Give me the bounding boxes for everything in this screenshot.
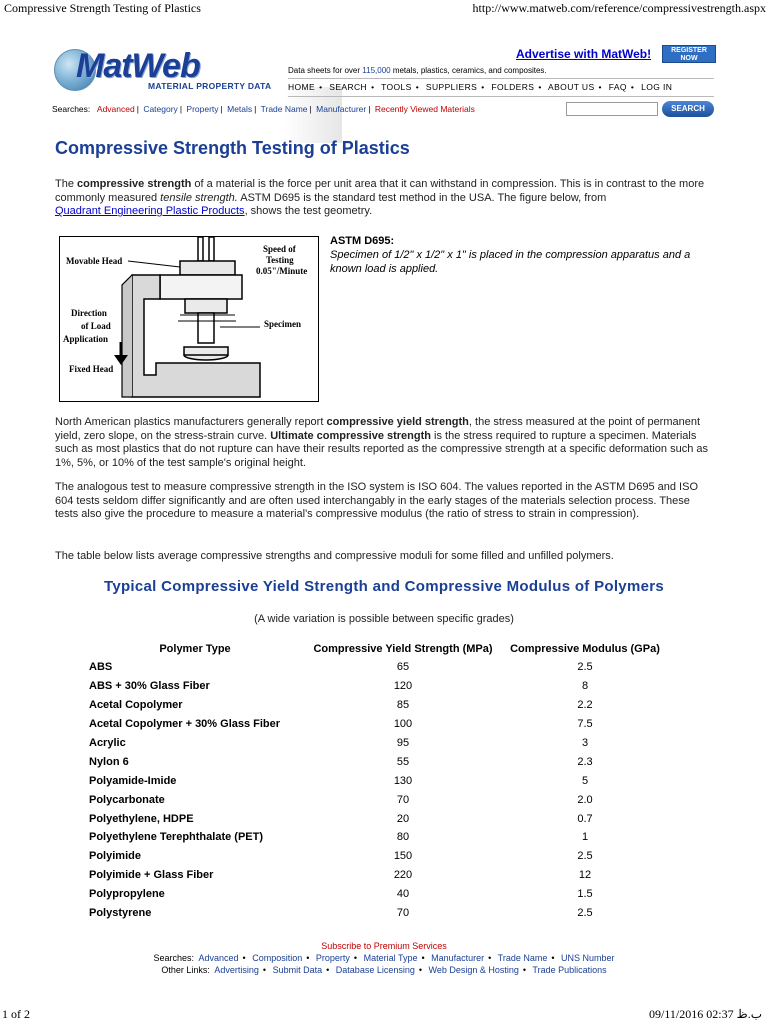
modulus-cell: 8 [581,680,589,693]
yield-strength-cell: 65 [396,661,410,674]
nav-home[interactable]: HOME [288,82,316,92]
p1-bold-term: compressive strength [77,178,192,190]
nav-divider-top [288,78,714,79]
p2-text-e: is the stress required to rupture a specimen. Materials such as most plastics that do not rupture can have their results reported as the compressive strength at a specific deformation such as 1%, 5%, or 10% of the test sample's original height. [55,429,708,469]
iso-paragraph: The analogous test to measure compressive strength in the ISO system is ISO 604. The values reported in the ASTM D695 and ISO 604 tests seldom differ significantly and are often used interchangably in the early stages of the materials selection process. These tests also give the procedure to measure a material's compressive modulus (the ratio of stress to strain in compression). [55,481,699,521]
table-row [89,885,665,904]
polymer-name-cell: ABS [89,661,113,674]
dot-separator: • [488,953,492,963]
table-row [89,847,665,866]
p1-text-f: , shows the test geometry. [244,205,373,218]
print-header-title: Compressive Strength Testing of Plastics [4,1,201,15]
label-movable-head: Movable Head [66,256,123,266]
table-note: (A wide variation is possible between specific grades) [254,613,514,625]
p2-bold-yield: compressive yield strength [326,416,469,428]
footer-advertising-link[interactable]: Advertising [214,965,259,975]
nav-tools[interactable]: TOOLS [381,82,412,92]
dot-separator: • [551,953,555,963]
nav-separator: • [630,82,635,92]
table-row [89,696,665,715]
dot-separator: • [353,953,358,963]
search-advanced-link[interactable]: Advanced [96,104,135,114]
table-row [89,866,665,885]
polymer-name-cell: Polyimide + Glass Fiber [89,869,214,882]
searches-label: Searches: [52,104,91,114]
yield-strength-cell: 120 [393,680,413,693]
header-polymer-type: Polymer Type [159,643,231,655]
label-testing: Testing [266,255,294,265]
table-row [89,734,665,753]
recently-viewed-link[interactable]: Recently Viewed Materials [374,104,475,114]
polymer-name-cell: Acrylic [89,737,126,749]
nav-separator: • [415,82,420,92]
label-fixed-head: Fixed Head [69,364,114,374]
footer-uns-number-link[interactable]: UNS Number [561,953,615,963]
table-body [89,658,665,922]
label-specimen: Specimen [264,319,301,329]
table-row [89,715,665,734]
print-footer-datetime: 09/11/2016 02:37 ب.ظ [649,1007,762,1021]
modulus-cell: 2.5 [577,661,593,674]
header-modulus: Compressive Modulus (GPa) [510,643,660,655]
pipe-separator: | [368,104,371,114]
nav-search[interactable]: SEARCH [329,82,368,92]
table-row [89,658,665,677]
modulus-cell: 12 [578,869,592,882]
register-now-button[interactable] [662,45,716,63]
search-trade-name-link[interactable]: Trade Name [260,104,308,114]
yield-strength-cell: 20 [396,812,410,825]
modulus-cell: 7.5 [577,718,593,731]
modulus-cell: 2.3 [577,755,593,768]
astm-heading: ASTM D695: [330,235,395,247]
test-geometry-figure [59,236,319,402]
label-application: Application [63,334,109,344]
footer-material-type-link[interactable]: Material Type [363,953,418,963]
polymer-name-cell: Polystyrene [89,907,152,920]
table-title: Typical Compressive Yield Strength and Compressive Modulus of Polymers [103,578,665,595]
p1-text-c: of a material is the force per unit area that it can withstand in compression. This is in contrast to the more commonly measured [55,178,705,204]
dot-separator: • [242,953,246,963]
yield-strength-cell: 220 [393,869,413,882]
p1-italic-term: tensile strength. [160,191,238,204]
subscribe-link[interactable]: Subscribe to Premium Services [321,941,447,951]
modulus-cell: 3 [581,737,589,749]
footer-searches [0,953,768,963]
dot-separator: • [421,953,425,963]
polymer-table [89,640,665,922]
label-direction: Direction [71,308,107,318]
modulus-cell: 2.0 [577,793,593,806]
advertise-link[interactable]: Advertise with MatWeb! [516,47,652,61]
label-of-load: of Load [81,321,111,331]
polymer-name-cell: Polypropylene [89,888,165,901]
table-row [89,752,665,771]
modulus-cell: 0.7 [577,812,593,825]
tagline-suffix: metals, plastics, ceramics, and composites. [390,66,547,75]
yield-strength-cell: 85 [396,699,410,712]
label-speed: Speed of [263,244,296,254]
table-row [89,677,665,696]
polymer-name-cell: Nylon 6 [89,755,129,768]
dot-separator: • [326,965,330,975]
polymer-name-cell: Polycarbonate [89,793,165,806]
pipe-separator: | [220,104,223,114]
pipe-separator: | [309,104,312,114]
dot-separator: • [262,965,267,975]
print-header-url: http://www.matweb.com/reference/compressivestrength.aspx [472,1,766,15]
modulus-cell: 2.5 [577,907,593,920]
pipe-separator: | [136,104,139,114]
yield-strength-cell: 80 [396,831,410,844]
yield-strength-cell: 95 [396,737,410,749]
footer-trade-publications-link[interactable]: Trade Publications [532,965,607,975]
footer-submit-data-link[interactable]: Submit Data [272,965,323,975]
nav-separator: • [371,82,375,92]
nav-faq[interactable]: FAQ [608,82,627,92]
quadrant-link[interactable]: Quadrant Engineering Plastic Products [55,205,245,218]
pipe-separator: | [254,104,257,114]
table-header-row [89,640,665,658]
searches-bar [52,104,475,114]
polymer-name-cell: Polyethylene Terephthalate (PET) [89,831,264,844]
polymer-name-cell: ABS + 30% Glass Fiber [89,680,210,693]
logo-text: MatWeb [76,47,200,85]
search-property-link[interactable]: Property [186,104,219,114]
nav-folders[interactable]: FOLDERS [491,82,535,92]
nav-separator: • [538,82,542,92]
modulus-cell: 1 [581,831,589,844]
table-row [89,809,665,828]
tagline-prefix: Data sheets for over [288,66,363,75]
matweb-logo[interactable] [52,45,284,97]
yield-strength-cell: 150 [393,850,413,863]
header-yield-strength: Compressive Yield Strength (MPa) [313,643,493,655]
nav-separator: • [319,82,323,92]
yield-strength-paragraph [55,416,715,470]
nav-separator: • [598,82,602,92]
label-rate: 0.05"/Minute [256,266,308,276]
polymer-name-cell: Acetal Copolymer + 30% Glass Fiber [89,718,281,731]
astm-description: Specimen of 1/2" x 1/2" x 1" is placed in the compression apparatus and a known load is applied. [330,249,691,275]
yield-strength-cell: 55 [396,755,410,768]
dot-separator: • [522,965,527,975]
polymer-name-cell: Acetal Copolymer [89,699,183,712]
footer-licensing-link[interactable]: Database Licensing [335,965,415,975]
footer-advanced-link[interactable]: Advanced [198,953,239,963]
p2-text-a: North American plastics manufacturers generally report [55,416,327,428]
footer-property-link[interactable]: Property [315,953,350,963]
yield-strength-cell: 70 [396,907,410,920]
nav-separator: • [481,82,485,92]
search-input[interactable] [566,102,658,116]
table-row [89,904,665,923]
footer-composition-link[interactable]: Composition [252,953,303,963]
footer-web-design-link[interactable]: Web Design & Hosting [428,965,519,975]
footer-other-label: Other Links: [161,965,210,975]
p1-text-e: ASTM D695 is the standard test method in the USA. The figure below, from [237,191,607,204]
register-label: REGISTER [671,47,707,54]
table-row [89,828,665,847]
print-footer-page: 1 of 2 [2,1007,30,1021]
nav-log-in[interactable]: LOG IN [641,82,673,92]
footer-searches-label: Searches: [153,953,194,963]
register-now-label: NOW [680,55,698,62]
modulus-cell: 2.5 [577,850,593,863]
p2-bold-ultimate: Ultimate compressive strength [270,429,431,442]
modulus-cell: 2.2 [577,699,593,712]
yield-strength-cell: 100 [393,718,413,731]
p1-text-a: The [55,178,78,190]
yield-strength-cell: 130 [393,774,413,787]
polymer-name-cell: Polyimide [89,850,141,863]
search-button[interactable]: SEARCH [662,101,714,117]
table-row [89,790,665,809]
polymer-name-cell: Polyamide-Imide [89,774,177,787]
table-intro-paragraph: The table below lists average compressive strengths and compressive moduli for some filled and unfilled polymers. [55,550,614,562]
search-metals-link[interactable]: Metals [227,104,253,114]
logo-subtitle: MATERIAL PROPERTY DATA [148,81,272,91]
modulus-cell: 1.5 [577,888,593,901]
tagline [288,66,547,75]
footer-other-links [0,965,768,975]
intro-paragraph [55,178,715,219]
page-title: Compressive Strength Testing of Plastics [55,138,410,158]
search-manufacturer-link[interactable]: Manufacturer [316,104,367,114]
tagline-count: 115,000 [362,66,391,75]
yield-strength-cell: 40 [396,888,410,901]
pipe-separator: | [179,104,183,114]
nav-suppliers[interactable]: SUPPLIERS [425,82,478,92]
nav-about-us[interactable]: ABOUT US [548,82,595,92]
footer-manufacturer-link[interactable]: Manufacturer [431,953,485,963]
top-nav [288,82,712,96]
nav-divider-bottom [288,96,714,97]
table-row [89,771,665,790]
p2-text-c: , the stress measured at the point of permanent yield, zero slope, on the stress-strain curve. [55,416,701,442]
search-category-link[interactable]: Category [143,104,178,114]
polymer-name-cell: Polyethylene, HDPE [89,812,194,825]
dot-separator: • [306,953,310,963]
footer-trade-name-link[interactable]: Trade Name [497,953,548,963]
dot-separator: • [418,965,423,975]
yield-strength-cell: 70 [396,793,410,806]
modulus-cell: 5 [581,774,589,787]
